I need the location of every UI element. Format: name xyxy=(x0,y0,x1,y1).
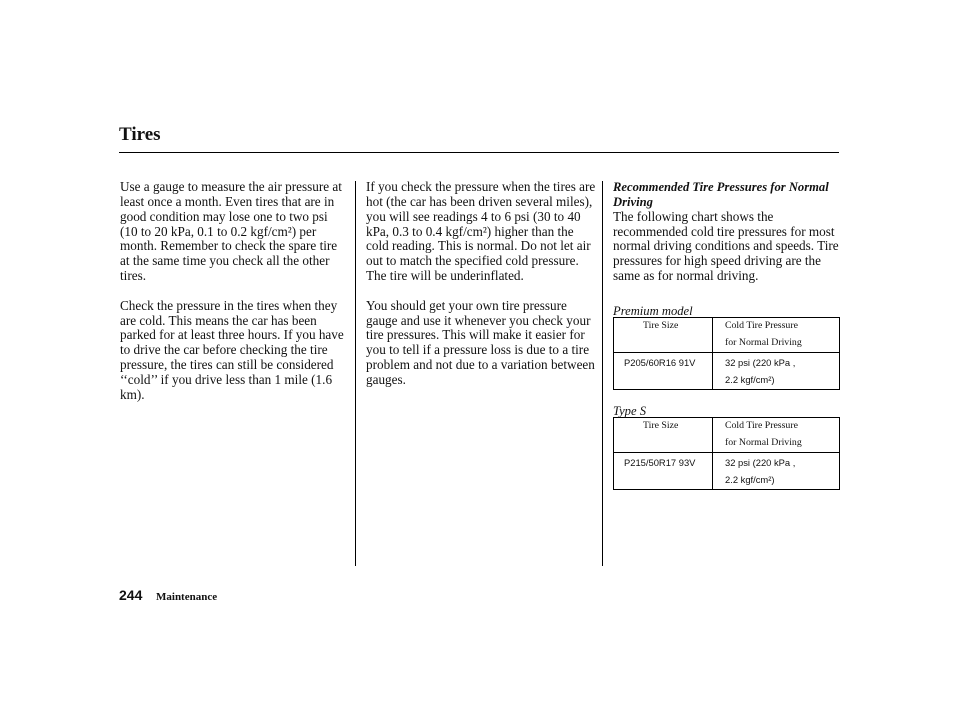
column-divider-2 xyxy=(602,181,603,566)
table-row xyxy=(614,452,840,489)
pressure-value-line-2: 2.2 kgf/cm²) xyxy=(725,373,775,385)
column-divider-1 xyxy=(355,181,356,566)
pressure-value-line-1: 32 psi (220 kPa , xyxy=(725,356,796,368)
table-header-row xyxy=(614,317,840,352)
header-tire-size: Tire Size xyxy=(643,319,679,331)
pressure-value-line-1: 32 psi (220 kPa , xyxy=(725,456,796,468)
table-caption-premium: Premium model xyxy=(613,303,693,318)
paragraph-hot-tires: If you check the pressure when the tires are hot (the car has been driven several miles), you will see readings 4 to 6 psi (30 to 40 kPa, 0.3 to 0.4 kgf/cm²) higher than the cold reading. This is normal. Do not let air out to match the specified cold pressure. The tire will be underinflated. xyxy=(366,179,596,284)
header-pressure-line-1: Cold Tire Pressure xyxy=(725,319,798,331)
section-name: Maintenance xyxy=(156,591,218,603)
column-2 xyxy=(366,180,598,403)
section-heading: Recommended Tire Pressures for Normal Driving xyxy=(613,180,829,209)
table-caption-type-s: Type S xyxy=(613,403,646,418)
page-title: Tires xyxy=(119,124,161,145)
header-pressure-line-1: Cold Tire Pressure xyxy=(725,419,798,431)
table-header-row xyxy=(614,417,840,452)
column-3 xyxy=(613,180,841,490)
tire-size-value: P215/50R17 93V xyxy=(624,456,696,468)
paragraph-cold-tires: Check the pressure in the tires when they are cold. This means the car has been parked for at least three hours. If you have to drive the car before checking the tire pressure, the tires can still be considered ‘‘cold’’ if you drive less than 1 mile (1.6 km). xyxy=(120,297,344,402)
paragraph-own-gauge: You should get your own tire pressure gauge and use it whenever you check your tire pressures. This will make it easier for you to tell if a pressure loss is due to a tire problem and not due to a variation between gauges. xyxy=(366,297,595,387)
page-number: 244 xyxy=(119,587,143,603)
title-rule xyxy=(119,152,839,153)
table-row xyxy=(614,352,840,389)
pressure-value-line-2: 2.2 kgf/cm²) xyxy=(725,473,775,485)
tire-pressure-table-premium xyxy=(613,317,840,390)
column-1 xyxy=(120,180,348,418)
header-pressure-line-2: for Normal Driving xyxy=(725,336,802,348)
tire-size-value: P205/60R16 91V xyxy=(624,356,696,368)
tire-pressure-table-type-s xyxy=(613,417,840,490)
header-tire-size: Tire Size xyxy=(643,419,679,431)
paragraph-monthly-check: Use a gauge to measure the air pressure at least once a month. Even tires that are in good condition may lose one to two psi (10 to 20 kPa, 0.1 to 0.2 kgf/cm²) per month. Remember to check the spare tire at the same time you check all the other tires. xyxy=(120,179,342,284)
header-pressure-line-2: for Normal Driving xyxy=(725,436,802,448)
paragraph-chart-intro: The following chart shows the recommended cold tire pressures for most normal driving conditions and speeds. Tire pressures for high speed driving are the same as for normal driving. xyxy=(613,208,839,284)
